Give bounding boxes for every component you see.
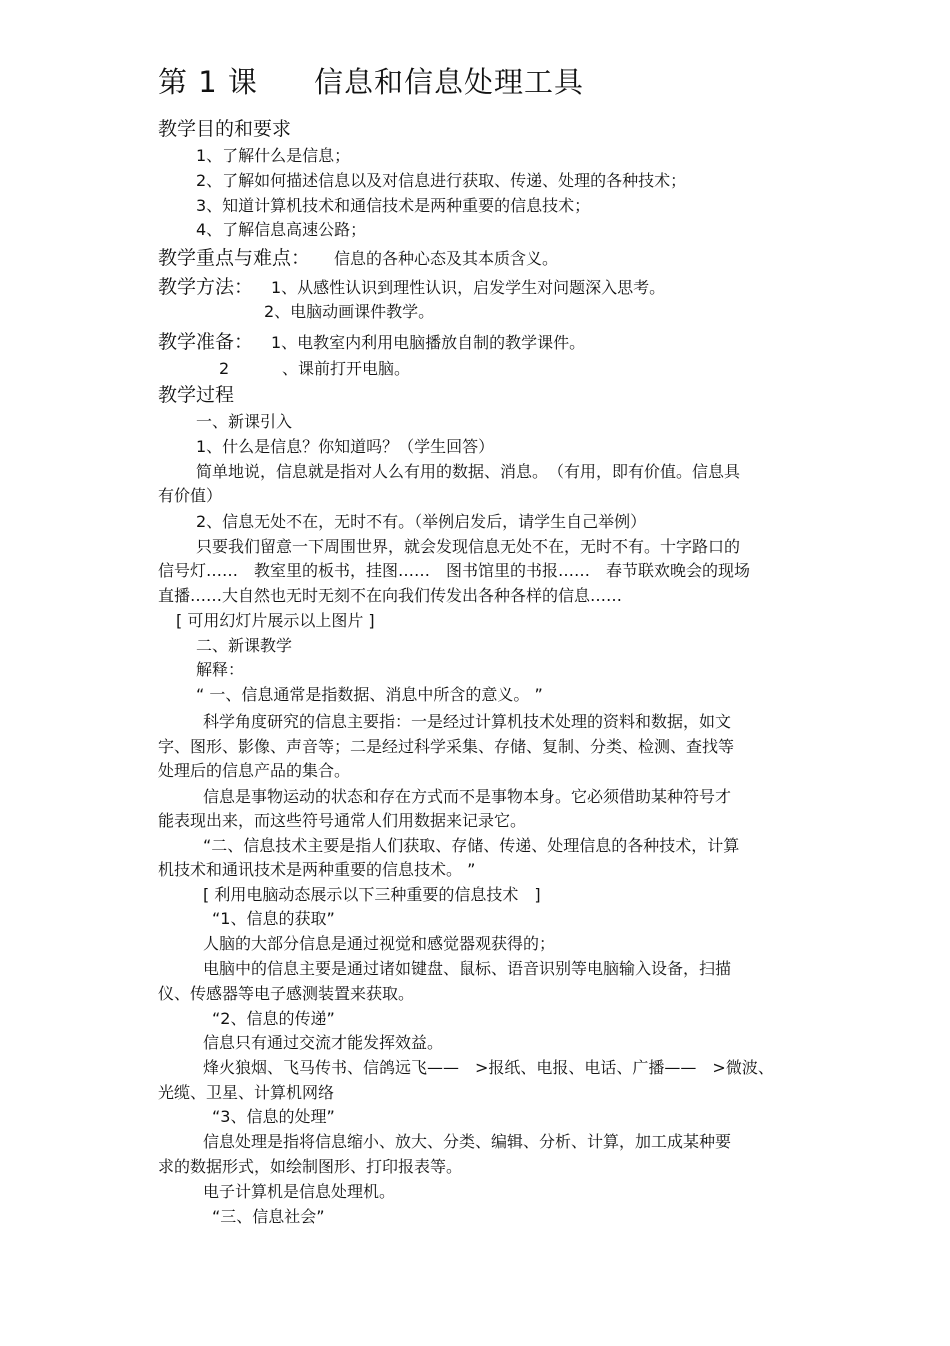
process-line: 只要我们留意一下周围世界，就会发现信息无处不在，无时不有。十字路口的 (196, 537, 741, 556)
focus-label: 教学重点与难点： (158, 247, 311, 269)
lesson-title: 信息和信息处理工具 (314, 65, 585, 99)
method-label: 教学方法： (158, 276, 254, 298)
method-item: 1、从感性认识到理性认识，启发学生对问题深入思考。 (271, 278, 666, 297)
process-line: 信号灯…… 教室里的板书，挂图…… 图书馆里的书报…… 春节联欢晚会的现场 (158, 561, 751, 580)
process-line: 科学角度研究的信息主要指：一是经过计算机技术处理的资料和数据，如文 (203, 712, 732, 731)
process-line: 机技术和通讯技术是两种重要的信息技术。 ” (158, 860, 476, 879)
process-line: 处理后的信息产品的集合。 (158, 761, 351, 780)
process-line: 直播……大自然也无时无刻不在向我们传发出各种各样的信息…… (158, 586, 623, 605)
process-line: 求的数据形式，如绘制图形、打印报表等。 (158, 1157, 463, 1176)
process-line: “3、信息的处理” (212, 1107, 335, 1126)
process-line: 信息是事物运动的状态和存在方式而不是事物本身。它必须借助某种符号才 (203, 787, 732, 806)
goal-item: 1、了解什么是信息； (196, 146, 351, 165)
goal-item: 4、了解信息高速公路； (196, 220, 367, 239)
process-line: 字、图形、影像、声音等；二是经过科学采集、存储、复制、分类、检测、查找等 (158, 737, 735, 756)
process-line: 电脑中的信息主要是通过诸如键盘、鼠标、语音识别等电脑输入设备，扫描 (203, 959, 732, 978)
process-line: “三、信息社会” (212, 1207, 325, 1226)
process-line: 仪、传感器等电子感测装置来获取。 (158, 984, 415, 1003)
goal-item: 3、知道计算机技术和通信技术是两种重要的信息技术； (196, 196, 591, 215)
process-line: 光缆、卫星、计算机网络 (158, 1083, 335, 1102)
prep-label: 教学准备： (158, 331, 254, 353)
process-line: 1、什么是信息？你知道吗？（学生回答） (196, 437, 495, 456)
goals-heading: 教学目的和要求 (158, 118, 292, 140)
method-item: 2、电脑动画课件教学。 (264, 302, 435, 321)
process-line: 二、新课教学 (196, 636, 293, 655)
process-line: “ 一、信息通常是指数据、消息中所含的意义。 ” (196, 685, 543, 704)
process-line: 人脑的大部分信息是通过视觉和感觉器观获得的； (203, 934, 556, 953)
process-line: “二、信息技术主要是指人们获取、存储、传递、处理信息的各种技术，计算 (203, 836, 740, 855)
process-line: 一、新课引入 (196, 412, 293, 431)
process-line: 2、信息无处不在，无时不有。（举例启发后，请学生自己举例） (196, 512, 647, 531)
process-line: 简单地说，信息就是指对人么有用的数据、消息。 （有用，即有价值。信息具 (196, 462, 741, 481)
process-line: 烽火狼烟、飞马传书、信鸽远飞—— >报纸、电报、电话、广播—— >微波、 (203, 1058, 774, 1077)
process-line: 信息只有通过交流才能发挥效益。 (203, 1033, 444, 1052)
prep-item: 1、电教室内利用电脑播放自制的教学课件。 (271, 333, 586, 352)
process-line: 信息处理是指将信息缩小、放大、分类、编辑、分析、计算，加工成某种要 (203, 1132, 732, 1151)
process-line: 能表现出来，而这些符号通常人们用数据来记录它。 (158, 811, 527, 830)
prep-item-number: 2 (219, 359, 230, 378)
process-line: “1、信息的获取” (212, 909, 335, 928)
process-line: 有价值） (158, 486, 223, 505)
process-line: [ 利用电脑动态展示以下三种重要的信息技术 ] (203, 885, 541, 904)
process-line: 解释： (196, 660, 245, 679)
process-line: [ 可用幻灯片展示以上图片 ] (176, 611, 375, 630)
goal-item: 2、了解如何描述信息以及对信息进行获取、传递、处理的各种技术； (196, 171, 687, 190)
process-heading: 教学过程 (158, 384, 235, 406)
lesson-number: 第 1 课 (158, 65, 258, 99)
process-line: “2、信息的传递” (212, 1009, 335, 1028)
focus-text: 信息的各种心态及其本质含义。 (334, 249, 559, 268)
prep-item: 、课前打开电脑。 (282, 359, 411, 378)
process-line: 电子计算机是信息处理机。 (203, 1182, 396, 1201)
